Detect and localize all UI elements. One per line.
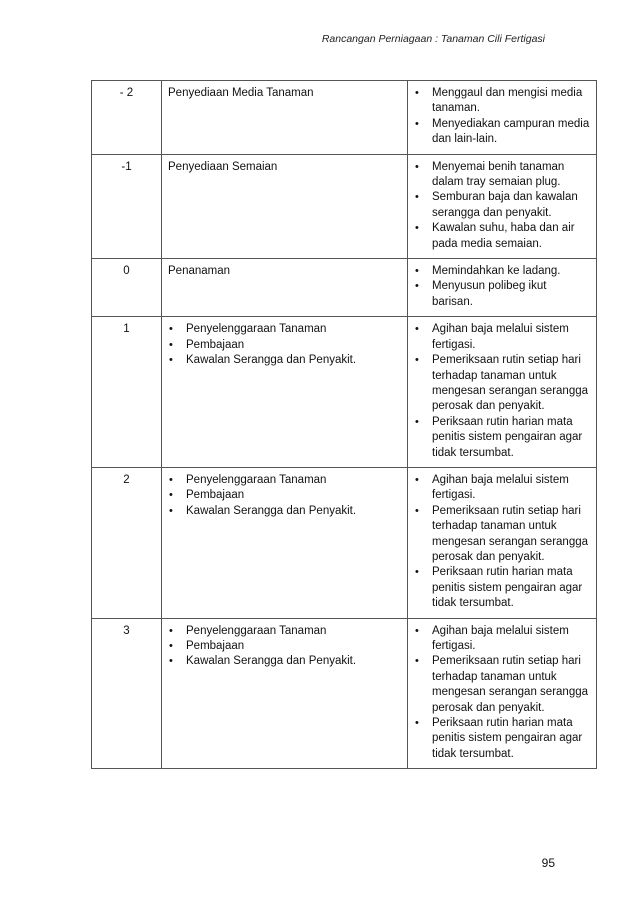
schedule-table-body [92, 81, 597, 769]
detail-item-text: Menggaul dan mengisi media tanaman. [432, 87, 583, 115]
bullet-icon: • [169, 473, 173, 486]
week-cell: 1 [92, 317, 162, 468]
running-header: Rancangan Perniagaan : Tanaman Cili Fertigasi [321, 33, 545, 45]
week-cell: 3 [92, 618, 162, 769]
activity-cell [162, 317, 408, 468]
list-item [414, 415, 590, 461]
list-item [414, 473, 590, 504]
detail-cell [408, 467, 597, 618]
list-item [414, 190, 590, 221]
table-row [92, 259, 597, 317]
activity-cell [162, 618, 408, 769]
detail-cell [408, 618, 597, 769]
list-item [414, 160, 590, 191]
detail-list [414, 264, 590, 310]
detail-item-text: Menyusun polibeg ikut barisan. [432, 280, 547, 308]
activity-item-text: Penyelenggaraan Tanaman [186, 624, 327, 637]
activity-cell [162, 259, 408, 317]
list-item [168, 504, 401, 519]
table-row [92, 317, 597, 468]
bullet-icon: • [415, 624, 419, 637]
week-cell: 2 [92, 467, 162, 618]
list-item [414, 264, 590, 279]
bullet-icon: • [415, 323, 419, 336]
bullet-icon: • [169, 323, 173, 336]
detail-item-text: Periksaan rutin harian mata penitis sistem pengairan agar tidak tersumbat. [432, 566, 583, 610]
bullet-icon: • [415, 415, 419, 428]
detail-item-text: Agihan baja melalui sistem fertigasi. [432, 323, 569, 351]
table-row [92, 154, 597, 258]
detail-list [414, 322, 590, 461]
detail-item-text: Periksaan rutin harian mata penitis sistem pengairan agar tidak tersumbat. [432, 415, 583, 459]
detail-item-text: Agihan baja melalui sistem fertigasi. [432, 624, 569, 652]
detail-cell [408, 154, 597, 258]
detail-item-text: Menyemai benih tanaman dalam tray semaian plug. [432, 160, 565, 189]
activity-list [168, 322, 401, 368]
activity-text: Penyediaan Media Tanaman [168, 87, 314, 99]
activity-list [168, 473, 401, 519]
table-row [92, 618, 597, 769]
list-item [168, 353, 401, 368]
activity-item-text: Pembajaan [186, 489, 245, 502]
bullet-icon: • [415, 87, 419, 99]
list-item [414, 279, 590, 310]
detail-item-text: Menyediakan campuran media dan lain-lain. [432, 117, 590, 146]
bullet-icon: • [415, 504, 419, 517]
list-item [414, 322, 590, 353]
activity-text: Penanaman [168, 265, 231, 278]
detail-item-text: Pemeriksaan rutin setiap hari terhadap tanaman untuk mengesan serangan serangga perosak dan penyakit. [432, 354, 589, 413]
list-item [414, 624, 590, 655]
bullet-icon: • [415, 117, 419, 130]
bullet-icon: • [415, 566, 419, 579]
activity-cell [162, 154, 408, 258]
week-cell: 0 [92, 259, 162, 317]
bullet-icon: • [415, 655, 419, 668]
list-item [414, 117, 590, 148]
bullet-icon: • [169, 624, 173, 637]
detail-item-text: Memindahkan ke ladang. [432, 265, 561, 278]
bullet-icon: • [169, 640, 173, 652]
detail-list [414, 473, 590, 612]
activity-item-text: Kawalan Serangga dan Penyakit. [186, 354, 357, 367]
bullet-icon: • [169, 354, 173, 367]
list-item [168, 639, 401, 654]
bullet-icon: • [169, 489, 173, 502]
detail-item-text: Periksaan rutin harian mata penitis sistem pengairan agar tidak tersumbat. [432, 717, 583, 760]
detail-item-text: Agihan baja melalui sistem fertigasi. [432, 473, 569, 502]
week-cell: -1 [92, 154, 162, 258]
detail-cell [408, 317, 597, 468]
activity-item-text: Kawalan Serangga dan Penyakit. [186, 504, 357, 517]
list-item [414, 565, 590, 611]
bullet-icon: • [415, 354, 419, 367]
bullet-icon: • [415, 160, 419, 173]
list-item [414, 353, 590, 415]
detail-item-text: Pemeriksaan rutin setiap hari terhadap tanaman untuk mengesan serangan serangga perosak dan penyakit. [432, 504, 589, 563]
detail-list [414, 160, 590, 252]
bullet-icon: • [169, 655, 173, 668]
activity-item-text: Pembajaan [186, 338, 245, 351]
table-row [92, 81, 597, 155]
bullet-icon: • [415, 265, 419, 278]
list-item [168, 473, 401, 488]
list-item [414, 716, 590, 762]
activity-item-text: Pembajaan [186, 640, 245, 652]
bullet-icon: • [415, 717, 419, 730]
list-item [414, 86, 590, 117]
list-item [168, 654, 401, 669]
table-row [92, 467, 597, 618]
detail-cell [408, 259, 597, 317]
week-cell: - 2 [92, 81, 162, 155]
activity-item-text: Penyelenggaraan Tanaman [186, 473, 327, 486]
list-item [414, 221, 590, 252]
list-item [168, 488, 401, 503]
activity-cell [162, 81, 408, 155]
detail-item-text: Kawalan suhu, haba dan air pada media semaian. [432, 222, 575, 250]
detail-list [414, 86, 590, 148]
bullet-icon: • [415, 473, 419, 486]
list-item [168, 322, 401, 337]
activity-cell [162, 467, 408, 618]
list-item [168, 624, 401, 639]
bullet-icon: • [415, 222, 419, 235]
detail-item-text: Semburan baja dan kawalan serangga dan penyakit. [432, 191, 578, 219]
detail-list [414, 624, 590, 763]
bullet-icon: • [169, 504, 173, 517]
page-number: 95 [541, 856, 555, 870]
activity-item-text: Penyelenggaraan Tanaman [186, 323, 327, 336]
bullet-icon: • [415, 191, 419, 204]
activity-list [168, 624, 401, 670]
detail-cell [408, 81, 597, 155]
activity-item-text: Kawalan Serangga dan Penyakit. [186, 655, 357, 668]
bullet-icon: • [415, 280, 419, 293]
activity-text: Penyediaan Semaian [168, 160, 278, 173]
list-item [414, 654, 590, 716]
list-item [168, 338, 401, 353]
list-item [414, 504, 590, 566]
bullet-icon: • [169, 338, 173, 351]
schedule-table [91, 80, 597, 769]
detail-item-text: Pemeriksaan rutin setiap hari terhadap tanaman untuk mengesan serangan serangga perosak dan penyakit. [432, 655, 589, 714]
